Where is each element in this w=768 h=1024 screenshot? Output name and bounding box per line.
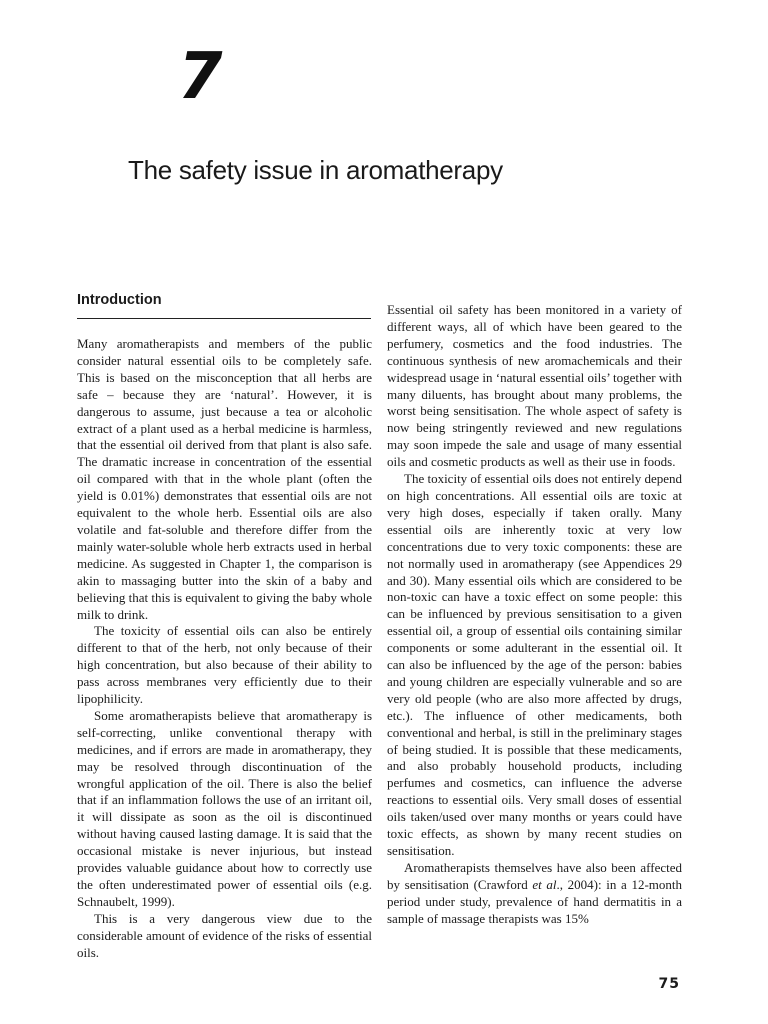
right-column (387, 302, 682, 928)
chapter-number: 7 (178, 40, 223, 114)
page-number: 75 (658, 976, 680, 992)
paragraph: This is a very dangerous view due to the considerable amount of evidence of the risks of essential oils. (77, 910, 372, 960)
text-run: Aromatherapists themselves have also been affected by sensitisation (Crawford (387, 859, 682, 892)
paragraph: Essential oil safety has been monitored in a variety of different ways, all of which have been geared to the perfumery, cosmetics and the food industries. The continuous synthesis of new aromachemicals and their widespread usage in ‘natural essential oils’ together with many diluents, has brought about many problems, the worst being sensitisation. The whole aspect of safety is now being stringently reviewed and new regulations may soon impede the sale and usage of many essential oils and cosmetic products as well as their use in foods. (387, 302, 682, 470)
text-run: ., 2004): in a 12-month period under study, prevalence of hand dermatitis in a sample of massage therapists was 15% (387, 876, 683, 926)
paragraph: The toxicity of essential oils can also be entirely different to that of the herb, not only because of their high concentration, but also because of their ability to pass across membranes very efficiently due to their lipophilicity. (77, 623, 372, 707)
left-column (77, 336, 372, 962)
section-heading: Introduction (77, 290, 371, 319)
emphasis-text: et al (532, 876, 557, 892)
paragraph: Some aromatherapists believe that aromatherapy is self-correcting, unlike conventional therapy with medicines, and if errors are made in aromatherapy, they may be resolved through discontinuation of the wrongful application of the oil. There is also the belief that if an inflammation follows the use of an irritant oil, it will dissipate as soon as the oil is discontinued without having caused lasting damage. It is said that the occasional mistake is never injurious, but instead provides valuable guidance about how to correctly use the often underestimated power of essential oils (e.g. Schnaubelt, 1999). (77, 707, 372, 909)
chapter-title: The safety issue in aromatherapy (128, 155, 503, 185)
paragraph: Many aromatherapists and members of the public consider natural essential oils to be completely safe. This is based on the misconception that all herbs are safe – because they are ‘natural’. However, it is dangerous to assume, just because a tea or alcoholic extract of a plant used as a herbal medicine is harmless, that the essential oil derived from that plant is also safe. The dramatic increase in concentration of the essential oil compared with that in the whole plant (often the yield is 0.01%) demonstrates that essential oils are not equivalent to the whole herb. Essential oils are also volatile and fat-soluble and therefore differ from the mainly water-soluble whole herb extracts used in herbal medicine. As suggested in Chapter 1, the comparison is akin to massaging butter into the skin of a baby and believing that this is equivalent to giving the baby whole milk to drink. (77, 336, 372, 622)
paragraph (387, 860, 682, 928)
paragraph: The toxicity of essential oils does not entirely depend on high concentrations. All essential oils are toxic at very high doses, especially if taken orally. Many essential oils are inherently toxic at very low concentrations due to very toxic components: these are not normally used in aromatherapy (see Appendices 29 and 30). Many essential oils which are considered to be non-toxic can have a toxic effect on some people: this can be influenced by previous sensitisation to a given essential oil, a group of essential oils containing similar components or some adulterant in the essential oil. It can also be influenced by the age of the person: babies and young children are especially vulnerable and so are very old people (who are also more affected by drugs, etc.). The influence of other medicaments, both conventional and herbal, is still in the preliminary stages of being studied. It is possible that these medicaments, and also probably household products, including perfumes and cosmetics, can influence the adverse reactions to essential oils. Very small doses of essential oils taken/used over many months or years could have toxic effects, as shown by many recent studies on sensitisation. (387, 471, 682, 858)
